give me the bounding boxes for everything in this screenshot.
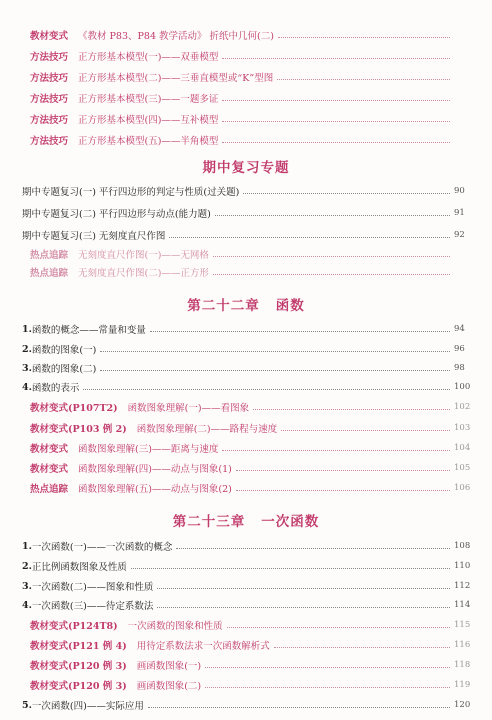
toc-row[interactable] [30, 398, 482, 416]
toc-title: 一次函数的图象和性质 [127, 621, 223, 632]
toc-row[interactable] [30, 131, 482, 149]
toc-row[interactable] [22, 340, 482, 358]
toc-row[interactable] [30, 26, 482, 44]
toc-row[interactable] [30, 439, 482, 457]
dot-leader [253, 409, 450, 410]
page-number: 103 [454, 423, 471, 433]
toc-row[interactable] [30, 89, 482, 107]
page-number: 98 [454, 363, 465, 373]
toc-title: 函数图象理解(三)——距离与速度 [78, 444, 219, 455]
toc-row[interactable] [30, 263, 482, 281]
toc-title: 一次函数(二)——图象和性质 [31, 582, 154, 593]
toc-tag: 热点追踪 [30, 484, 69, 495]
page-number: 90 [454, 186, 465, 196]
toc-tag: 教材变式(P124T8) [30, 621, 118, 632]
toc-title: 期中专题复习(一) 平行四边形的判定与性质(过关题) [22, 187, 240, 198]
toc-title: 无刻度直尺作图(一)——无网格 [78, 250, 209, 261]
toc-title: 函数的表示 [31, 383, 80, 394]
toc-title: 函数的图象(一) [31, 345, 97, 356]
toc-title: 函数图象理解(四)——动点与图象(1) [78, 464, 232, 475]
page-number: 96 [454, 344, 465, 354]
dot-leader [100, 351, 450, 352]
dot-leader [215, 215, 450, 216]
toc-row[interactable] [30, 636, 482, 654]
dot-leader [157, 607, 450, 608]
toc-tag: 方法技巧 [30, 136, 69, 147]
item-number: 2. [22, 560, 32, 572]
dot-leader [213, 274, 450, 275]
toc-row[interactable] [22, 557, 482, 575]
dot-leader [222, 121, 450, 122]
toc-title: 正方形基本模型(四)——互补模型 [78, 115, 219, 126]
dot-leader [243, 193, 450, 194]
toc-title: 正比例函数图象及性质 [31, 562, 127, 573]
toc-title: 无刻度直尺作图(二)——正方形 [78, 268, 209, 279]
toc-title: 期中专题复习(三) 无刻度直尺作图 [22, 231, 166, 242]
chapter-title: 一次函数 [261, 514, 320, 530]
page-number: 100 [454, 382, 471, 392]
dot-leader [131, 568, 450, 569]
toc-title: 画函数图象(二) [136, 681, 202, 692]
dot-leader [213, 256, 450, 257]
toc-row[interactable] [30, 68, 482, 86]
toc-tag: 教材变式 [30, 444, 69, 455]
section-heading-midterm: 期中复习专题 [202, 160, 290, 176]
toc-row[interactable] [30, 110, 482, 128]
item-number: 3. [22, 362, 32, 374]
dot-leader [222, 142, 450, 143]
dot-leader [278, 37, 450, 38]
page-number: 112 [454, 581, 471, 591]
page-number: 106 [454, 483, 471, 493]
page-number: 91 [454, 208, 465, 218]
dot-leader [148, 707, 450, 708]
page-number: 118 [454, 660, 471, 670]
toc-tag: 方法技巧 [30, 73, 69, 84]
dot-leader [222, 450, 450, 451]
dot-leader [227, 627, 450, 628]
toc-row[interactable] [30, 47, 482, 65]
toc-title: 函数图象理解(二)——路程与速度 [136, 424, 278, 435]
page-number: 92 [454, 230, 465, 240]
toc-title: 正方形基本模型(三)——一题多证 [78, 94, 219, 105]
page-number: 94 [454, 324, 465, 334]
item-number: 1. [22, 540, 32, 552]
item-number: 3. [22, 580, 32, 592]
toc-row[interactable] [22, 226, 482, 244]
toc-tag: 教材变式(P121 例 4) [30, 641, 127, 652]
dot-leader [222, 58, 450, 59]
toc-row[interactable] [22, 182, 482, 200]
toc-title: 正方形基本模型(一)——双垂模型 [78, 52, 219, 63]
chapter-number: 第二十三章 [172, 514, 246, 530]
page-number: 104 [454, 443, 471, 453]
toc-title: 正方形基本模型(二)——三垂直模型或“K”型图 [78, 73, 274, 84]
dot-leader [222, 100, 450, 101]
page-number: 102 [454, 402, 471, 412]
toc-row[interactable] [30, 419, 482, 437]
toc-tag: 教材变式 [30, 31, 69, 42]
dot-leader [169, 237, 450, 238]
page-number: 115 [454, 620, 471, 630]
toc-row[interactable] [22, 320, 482, 338]
toc-title: 函数的图象(二) [31, 364, 97, 375]
toc-title: 一次函数(一)——一次函数的概念 [31, 542, 173, 553]
toc-tag: 教材变式 [30, 464, 69, 475]
toc-row[interactable] [30, 676, 482, 694]
dot-leader [100, 370, 450, 371]
item-number: 5. [22, 699, 32, 711]
toc-tag: 教材变式(P103 例 2) [30, 424, 127, 435]
toc-title: 画函数图象(一) [136, 661, 202, 672]
dot-leader [274, 647, 450, 648]
toc-tag: 教材变式(P120 例 3) [30, 661, 127, 672]
toc-title: 函数的概念——常量和变量 [31, 325, 146, 336]
toc-row[interactable] [22, 537, 482, 555]
dot-leader [83, 389, 450, 390]
page-number: 114 [454, 600, 471, 610]
toc-title: 《教材 P83、P84 教学活动》 折纸中几何(二) [78, 31, 274, 42]
dot-leader [205, 687, 450, 688]
toc-tag: 教材变式(P120 例 3) [30, 681, 127, 692]
toc-row[interactable] [30, 616, 482, 634]
toc-title: 正方形基本模型(五)——半角模型 [78, 136, 219, 147]
toc-row[interactable] [30, 656, 482, 674]
dot-leader [236, 490, 450, 491]
toc-title: 函数图象理解(一)——看图象 [127, 403, 250, 414]
item-number: 4. [22, 599, 32, 611]
chapter-heading-22 [0, 294, 492, 314]
toc-tag: 热点追踪 [30, 268, 69, 279]
item-number: 4. [22, 381, 32, 393]
page-number: 105 [454, 463, 471, 473]
dot-leader [150, 331, 450, 332]
item-number: 1. [22, 323, 32, 335]
toc-tag: 教材变式(P107T2) [30, 403, 118, 414]
toc-row[interactable] [22, 378, 482, 396]
item-number: 2. [22, 343, 32, 355]
page-number: 116 [454, 640, 471, 650]
toc-row[interactable] [30, 479, 482, 497]
dot-leader [176, 548, 450, 549]
toc-title: 期中专题复习(二) 平行四边形与动点(能力题) [22, 209, 211, 220]
toc-row[interactable] [22, 204, 482, 222]
chapter-heading-23 [0, 510, 492, 530]
toc-title: 一次函数(四)——实际应用 [31, 701, 144, 712]
toc-row[interactable] [22, 696, 482, 714]
toc-row[interactable] [22, 577, 482, 595]
page-number: 108 [454, 541, 471, 551]
toc-tag: 热点追踪 [30, 250, 69, 261]
toc-tag: 方法技巧 [30, 52, 69, 63]
toc-tag: 方法技巧 [30, 115, 69, 126]
dot-leader [205, 667, 450, 668]
toc-row[interactable] [30, 459, 482, 477]
toc-title: 一次函数(三)——待定系数法 [31, 601, 154, 612]
chapter-number: 第二十二章 [187, 298, 260, 314]
dot-leader [157, 588, 450, 589]
toc-row[interactable] [22, 359, 482, 377]
page-number: 110 [454, 561, 471, 571]
toc-title: 函数图象理解(五)——动点与图象(2) [78, 484, 232, 495]
toc-title: 用待定系数法求一次函数解析式 [136, 641, 270, 652]
page-number: 120 [454, 700, 471, 710]
dot-leader [236, 470, 450, 471]
chapter-title: 函数 [275, 298, 305, 314]
toc-row[interactable] [22, 596, 482, 614]
toc-row[interactable] [30, 245, 482, 263]
page-number: 119 [454, 680, 471, 690]
dot-leader [277, 79, 450, 80]
toc-tag: 方法技巧 [30, 94, 69, 105]
dot-leader [281, 430, 450, 431]
